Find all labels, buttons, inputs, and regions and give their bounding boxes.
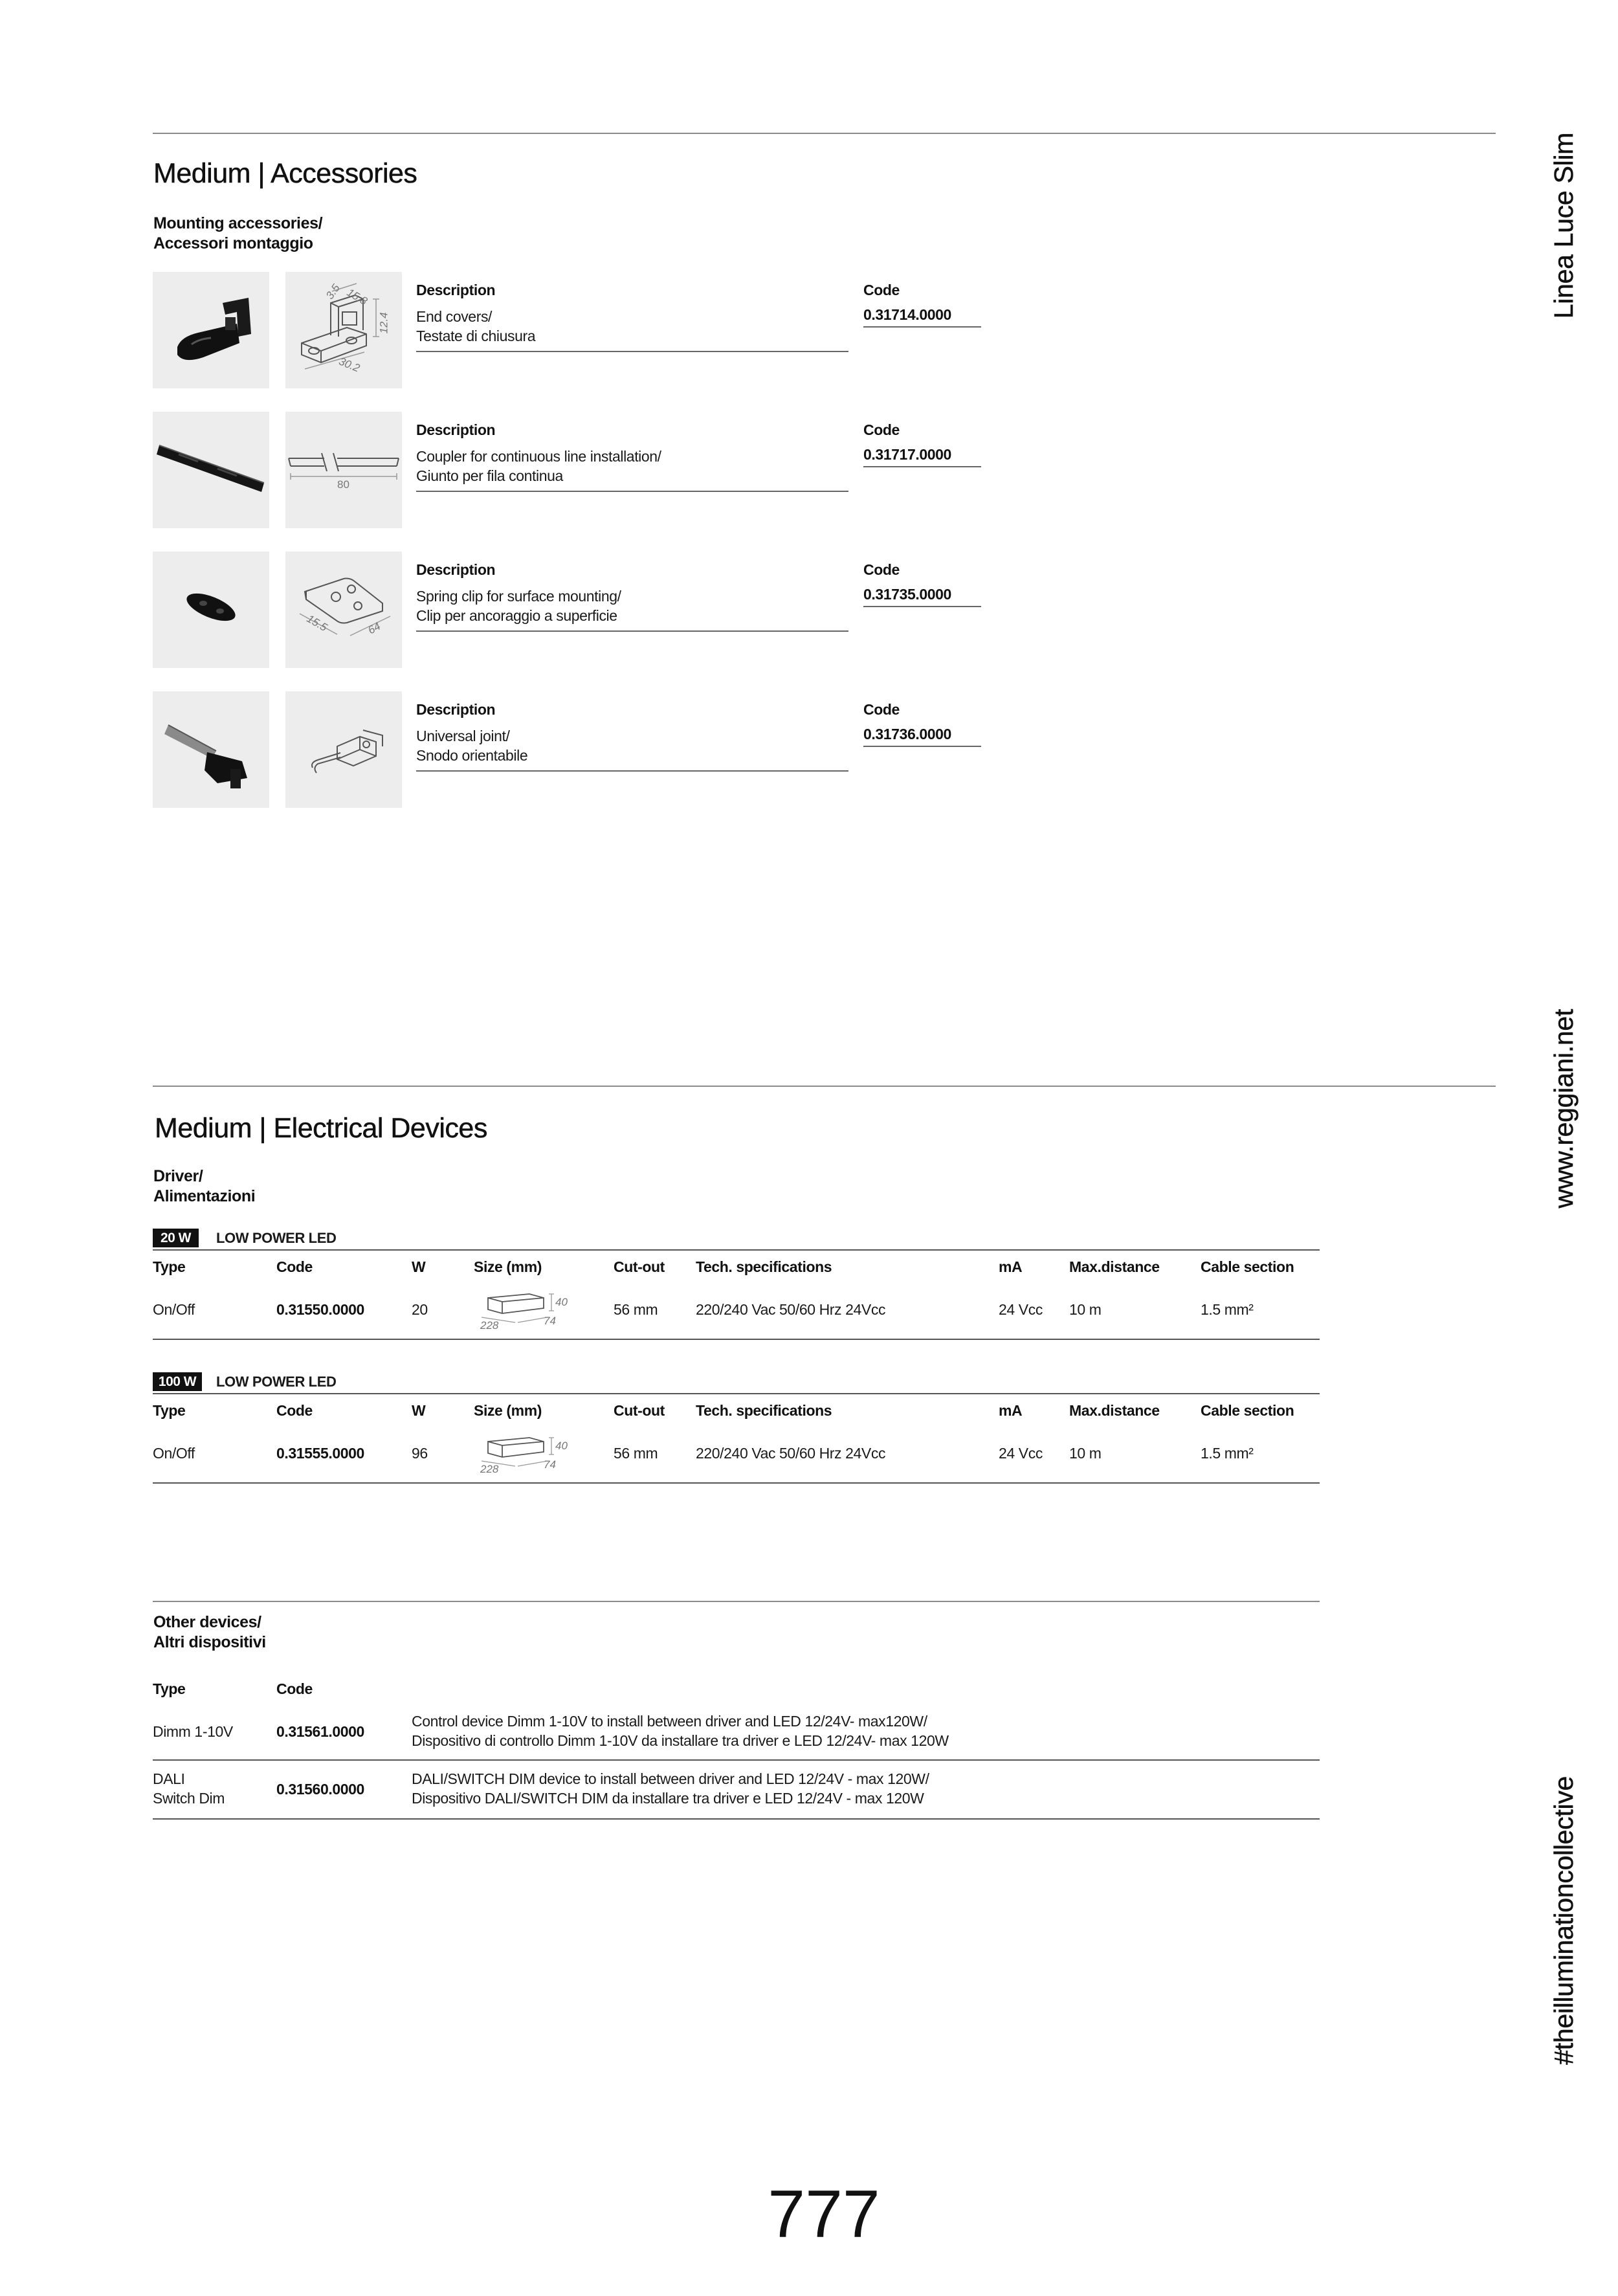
power-badge: 100 W	[153, 1372, 202, 1391]
header-code: Code	[276, 1258, 313, 1275]
header-type: Type	[153, 1680, 186, 1697]
header-cable-section: Cable section	[1201, 1258, 1294, 1275]
description-en: Universal joint/	[416, 728, 510, 744]
coupler-photo	[153, 412, 269, 528]
table-divider	[153, 1249, 1320, 1251]
dimension-label: 40	[555, 1440, 568, 1452]
watt-cell: 96	[412, 1445, 428, 1462]
description-en: Spring clip for surface mounting/	[416, 588, 621, 605]
cable-section-cell: 1.5 mm²	[1201, 1301, 1254, 1318]
section-divider	[153, 133, 1496, 134]
other-devices-subtitle	[153, 1612, 266, 1653]
hashtag-label: #theilluminationcollective	[1549, 1776, 1579, 2065]
accessories-title: Medium | Accessories	[153, 158, 417, 189]
product-code: 0.31717.0000	[863, 445, 981, 467]
header-watt: W	[412, 1402, 426, 1419]
coupler-drawing	[285, 412, 402, 528]
product-code: 0.31714.0000	[863, 305, 981, 328]
accessory-row	[153, 552, 994, 668]
cable-section-cell: 1.5 mm²	[1201, 1445, 1254, 1462]
cutout-cell: 56 mm	[614, 1445, 658, 1462]
table-divider	[153, 1339, 1320, 1340]
description-block	[416, 420, 848, 492]
type-cell: On/Off	[153, 1445, 195, 1462]
product-line-label: Linea Luce Slim	[1549, 133, 1579, 319]
description-en: End covers/	[416, 308, 493, 325]
end-cover-photo	[153, 272, 269, 388]
dimension-label: 228	[480, 1463, 499, 1475]
spring-clip-photo	[153, 552, 269, 668]
universal-joint-drawing	[285, 691, 402, 808]
code-label: Code	[863, 282, 900, 298]
product-code: 0.31735.0000	[863, 585, 981, 607]
description-label: Description	[416, 421, 496, 438]
code-cell: 0.31550.0000	[276, 1301, 364, 1318]
category-label: LOW POWER LED	[216, 1374, 337, 1390]
dimension-label: 15.5	[304, 612, 329, 634]
dimension-label: 80	[337, 478, 349, 491]
description-block	[416, 280, 848, 352]
description-en: Control device Dimm 1-10V to install between driver and LED 12/24V- max120W/	[412, 1713, 927, 1730]
header-size: Size (mm)	[474, 1402, 542, 1419]
header-watt: W	[412, 1258, 426, 1275]
subtitle-line-en: Driver/	[153, 1167, 203, 1185]
code-label: Code	[863, 561, 900, 578]
page-number: 777	[768, 2177, 880, 2252]
header-code: Code	[276, 1680, 313, 1697]
section-divider	[153, 1601, 1320, 1602]
header-max-distance: Max.distance	[1069, 1258, 1160, 1275]
subtitle-line-it: Accessori montaggio	[153, 234, 313, 252]
header-tech: Tech. specifications	[696, 1258, 832, 1275]
description-it: Dispositivo DALI/SWITCH DIM da installare tra driver e LED 12/24V - max 120W	[412, 1790, 924, 1807]
accessory-row	[153, 272, 994, 388]
accessory-row	[153, 412, 994, 528]
dimension-label: 40	[555, 1296, 568, 1308]
description-it: Snodo orientabile	[416, 747, 528, 764]
cutout-cell: 56 mm	[614, 1301, 658, 1318]
dimension-label: 228	[480, 1319, 499, 1332]
header-type: Type	[153, 1402, 186, 1419]
universal-joint-photo	[153, 691, 269, 808]
header-type: Type	[153, 1258, 186, 1275]
table-divider	[153, 1759, 1320, 1761]
code-block	[863, 700, 981, 747]
section-divider	[153, 1086, 1496, 1087]
tech-cell: 220/240 Vac 50/60 Hrz 24Vcc	[696, 1301, 886, 1318]
description-label: Description	[416, 282, 496, 298]
type-cell: On/Off	[153, 1301, 195, 1318]
header-ma: mA	[999, 1402, 1023, 1419]
description-cell	[412, 1769, 929, 1808]
dimension-label: 12.4	[377, 312, 390, 334]
electrical-title: Medium | Electrical Devices	[155, 1113, 487, 1144]
description-it: Dispositivo di controllo Dimm 1-10V da installare tra driver e LED 12/24V- max 120W	[412, 1732, 949, 1749]
type-cell: Dimm 1-10V	[153, 1723, 233, 1740]
description-block	[416, 700, 848, 772]
driver-subtitle	[153, 1166, 255, 1207]
type-cell	[153, 1769, 225, 1808]
dimension-label: 74	[544, 1315, 556, 1327]
table-divider	[153, 1393, 1320, 1394]
code-label: Code	[863, 421, 900, 438]
ma-cell: 24 Vcc	[999, 1301, 1043, 1318]
code-cell: 0.31560.0000	[276, 1781, 364, 1798]
spring-clip-drawing	[285, 552, 402, 668]
description-it: Testate di chiusura	[416, 328, 536, 344]
header-ma: mA	[999, 1258, 1023, 1275]
description-it: Giunto per fila continua	[416, 467, 563, 484]
dimension-label: 30.2	[337, 355, 362, 375]
description-cell	[412, 1711, 949, 1750]
code-cell: 0.31561.0000	[276, 1723, 364, 1740]
table-divider	[153, 1482, 1320, 1484]
product-code: 0.31736.0000	[863, 724, 981, 747]
driver-table	[153, 1370, 1320, 1487]
header-cutout: Cut-out	[614, 1258, 665, 1275]
dimension-label: 15.8	[344, 286, 370, 308]
code-cell: 0.31555.0000	[276, 1445, 364, 1462]
subtitle-line-it: Altri dispositivi	[153, 1633, 266, 1651]
subtitle-line-en: Other devices/	[153, 1613, 261, 1631]
end-cover-drawing	[285, 272, 402, 388]
code-block	[863, 560, 981, 607]
description-block	[416, 560, 848, 632]
header-cutout: Cut-out	[614, 1402, 665, 1419]
code-block	[863, 420, 981, 467]
description-label: Description	[416, 561, 496, 578]
header-code: Code	[276, 1402, 313, 1419]
table-divider	[153, 1818, 1320, 1820]
power-badge: 20 W	[153, 1229, 199, 1247]
type-line: Switch Dim	[153, 1790, 225, 1807]
header-tech: Tech. specifications	[696, 1402, 832, 1419]
dimension-label: 3.5	[323, 282, 342, 302]
description-label: Description	[416, 701, 496, 718]
type-line: DALI	[153, 1770, 185, 1787]
ma-cell: 24 Vcc	[999, 1445, 1043, 1462]
category-label: LOW POWER LED	[216, 1230, 337, 1246]
watt-cell: 20	[412, 1301, 428, 1318]
accessory-row	[153, 691, 994, 808]
driver-size-drawing	[476, 1289, 573, 1334]
driver-size-drawing	[476, 1432, 573, 1478]
tech-cell: 220/240 Vac 50/60 Hrz 24Vcc	[696, 1445, 886, 1462]
max-distance-cell: 10 m	[1069, 1445, 1102, 1462]
accessories-subtitle	[153, 214, 322, 254]
description-en: Coupler for continuous line installation/	[416, 448, 661, 465]
header-cable-section: Cable section	[1201, 1402, 1294, 1419]
header-max-distance: Max.distance	[1069, 1402, 1160, 1419]
dimension-label: 64	[366, 619, 383, 637]
subtitle-line-en: Mounting accessories/	[153, 214, 323, 232]
description-en: DALI/SWITCH DIM device to install between driver and LED 12/24V - max 120W/	[412, 1770, 929, 1787]
code-block	[863, 280, 981, 328]
dimension-label: 74	[544, 1458, 556, 1471]
subtitle-line-it: Alimentazioni	[153, 1187, 256, 1205]
website-link: www.reggiani.net	[1549, 1009, 1579, 1209]
max-distance-cell: 10 m	[1069, 1301, 1102, 1318]
header-size: Size (mm)	[474, 1258, 542, 1275]
description-it: Clip per ancoraggio a superficie	[416, 607, 617, 624]
code-label: Code	[863, 701, 900, 718]
driver-table	[153, 1227, 1320, 1343]
